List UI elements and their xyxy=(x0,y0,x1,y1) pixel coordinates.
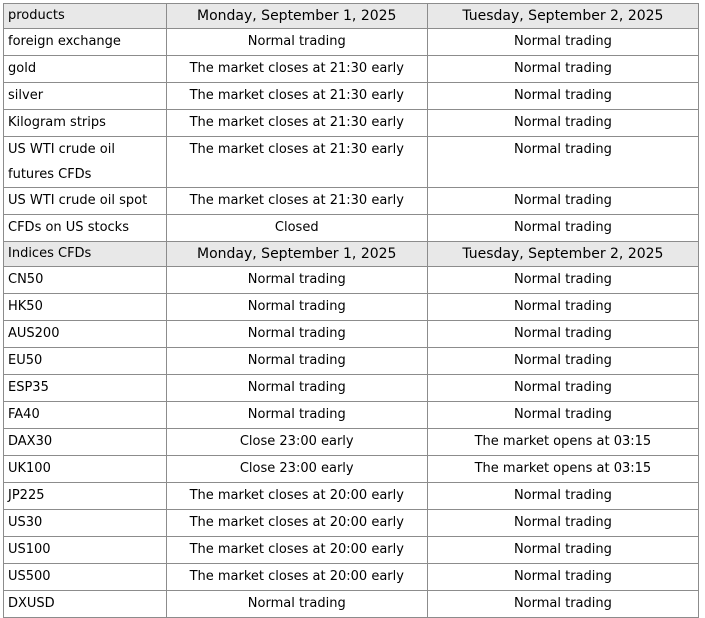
day2-status: Normal trading xyxy=(427,83,698,110)
day2-status: Normal trading xyxy=(427,483,698,510)
table-row xyxy=(4,137,699,188)
table-row xyxy=(4,215,699,242)
day1-status: Normal trading xyxy=(166,267,427,294)
product-name: US WTI crude oil futures CFDs xyxy=(4,137,167,188)
index-name: US30 xyxy=(4,510,167,537)
day1-status: The market closes at 20:00 early xyxy=(166,510,427,537)
day2-status: Normal trading xyxy=(427,267,698,294)
day1-status: The market closes at 20:00 early xyxy=(166,537,427,564)
table-row xyxy=(4,429,699,456)
product-name: silver xyxy=(4,83,167,110)
day1-status: Closed xyxy=(166,215,427,242)
day2-status: Normal trading xyxy=(427,564,698,591)
day1-status: The market closes at 20:00 early xyxy=(166,564,427,591)
day2-status: Normal trading xyxy=(427,56,698,83)
day2-status: Normal trading xyxy=(427,375,698,402)
day2-status: Normal trading xyxy=(427,188,698,215)
day1-status: The market closes at 20:00 early xyxy=(166,483,427,510)
index-name: FA40 xyxy=(4,402,167,429)
column-header-day1: Monday, September 1, 2025 xyxy=(166,4,427,29)
day2-status: The market opens at 03:15 xyxy=(427,456,698,483)
day1-status: The market closes at 21:30 early xyxy=(166,56,427,83)
day2-status: Normal trading xyxy=(427,348,698,375)
index-name: CN50 xyxy=(4,267,167,294)
table-row xyxy=(4,294,699,321)
trading-schedule-table xyxy=(3,3,699,618)
column-header-indices: Indices CFDs xyxy=(4,242,167,267)
column-header-day2: Tuesday, September 2, 2025 xyxy=(427,4,698,29)
table-row xyxy=(4,56,699,83)
table-row xyxy=(4,402,699,429)
index-name: AUS200 xyxy=(4,321,167,348)
day1-status: Normal trading xyxy=(166,294,427,321)
header-row-indices xyxy=(4,242,699,267)
day1-status: Close 23:00 early xyxy=(166,429,427,456)
day2-status: Normal trading xyxy=(427,110,698,137)
day1-status: Normal trading xyxy=(166,402,427,429)
table-row xyxy=(4,537,699,564)
index-name: EU50 xyxy=(4,348,167,375)
day1-status: The market closes at 21:30 early xyxy=(166,110,427,137)
index-name: JP225 xyxy=(4,483,167,510)
day1-status: The market closes at 21:30 early xyxy=(166,137,427,188)
day1-status: Normal trading xyxy=(166,321,427,348)
table-row xyxy=(4,375,699,402)
day1-status: The market closes at 21:30 early xyxy=(166,83,427,110)
table-row xyxy=(4,83,699,110)
day2-status: Normal trading xyxy=(427,215,698,242)
column-header-day1: Monday, September 1, 2025 xyxy=(166,242,427,267)
table-row xyxy=(4,483,699,510)
product-name: foreign exchange xyxy=(4,29,167,56)
product-name: gold xyxy=(4,56,167,83)
day1-status: Close 23:00 early xyxy=(166,456,427,483)
table-row xyxy=(4,510,699,537)
day1-status: The market closes at 21:30 early xyxy=(166,188,427,215)
index-name: US500 xyxy=(4,564,167,591)
index-name: HK50 xyxy=(4,294,167,321)
day2-status: Normal trading xyxy=(427,321,698,348)
index-name: US100 xyxy=(4,537,167,564)
table-row xyxy=(4,564,699,591)
table-row xyxy=(4,348,699,375)
column-header-day2: Tuesday, September 2, 2025 xyxy=(427,242,698,267)
day1-status: Normal trading xyxy=(166,591,427,618)
header-row-products xyxy=(4,4,699,29)
day2-status: Normal trading xyxy=(427,510,698,537)
table-row xyxy=(4,188,699,215)
day2-status: Normal trading xyxy=(427,537,698,564)
table-row xyxy=(4,267,699,294)
day2-status: Normal trading xyxy=(427,29,698,56)
product-name: US WTI crude oil spot xyxy=(4,188,167,215)
table-row xyxy=(4,110,699,137)
table-row xyxy=(4,591,699,618)
day1-status: Normal trading xyxy=(166,375,427,402)
index-name: UK100 xyxy=(4,456,167,483)
day2-status: Normal trading xyxy=(427,591,698,618)
day2-status: Normal trading xyxy=(427,402,698,429)
table-row xyxy=(4,29,699,56)
table-row xyxy=(4,321,699,348)
table-row xyxy=(4,456,699,483)
day2-status: Normal trading xyxy=(427,137,698,188)
day1-status: Normal trading xyxy=(166,348,427,375)
index-name: DAX30 xyxy=(4,429,167,456)
day2-status: Normal trading xyxy=(427,294,698,321)
product-name: Kilogram strips xyxy=(4,110,167,137)
index-name: ESP35 xyxy=(4,375,167,402)
product-name: CFDs on US stocks xyxy=(4,215,167,242)
day2-status: The market opens at 03:15 xyxy=(427,429,698,456)
index-name: DXUSD xyxy=(4,591,167,618)
column-header-products: products xyxy=(4,4,167,29)
day1-status: Normal trading xyxy=(166,29,427,56)
